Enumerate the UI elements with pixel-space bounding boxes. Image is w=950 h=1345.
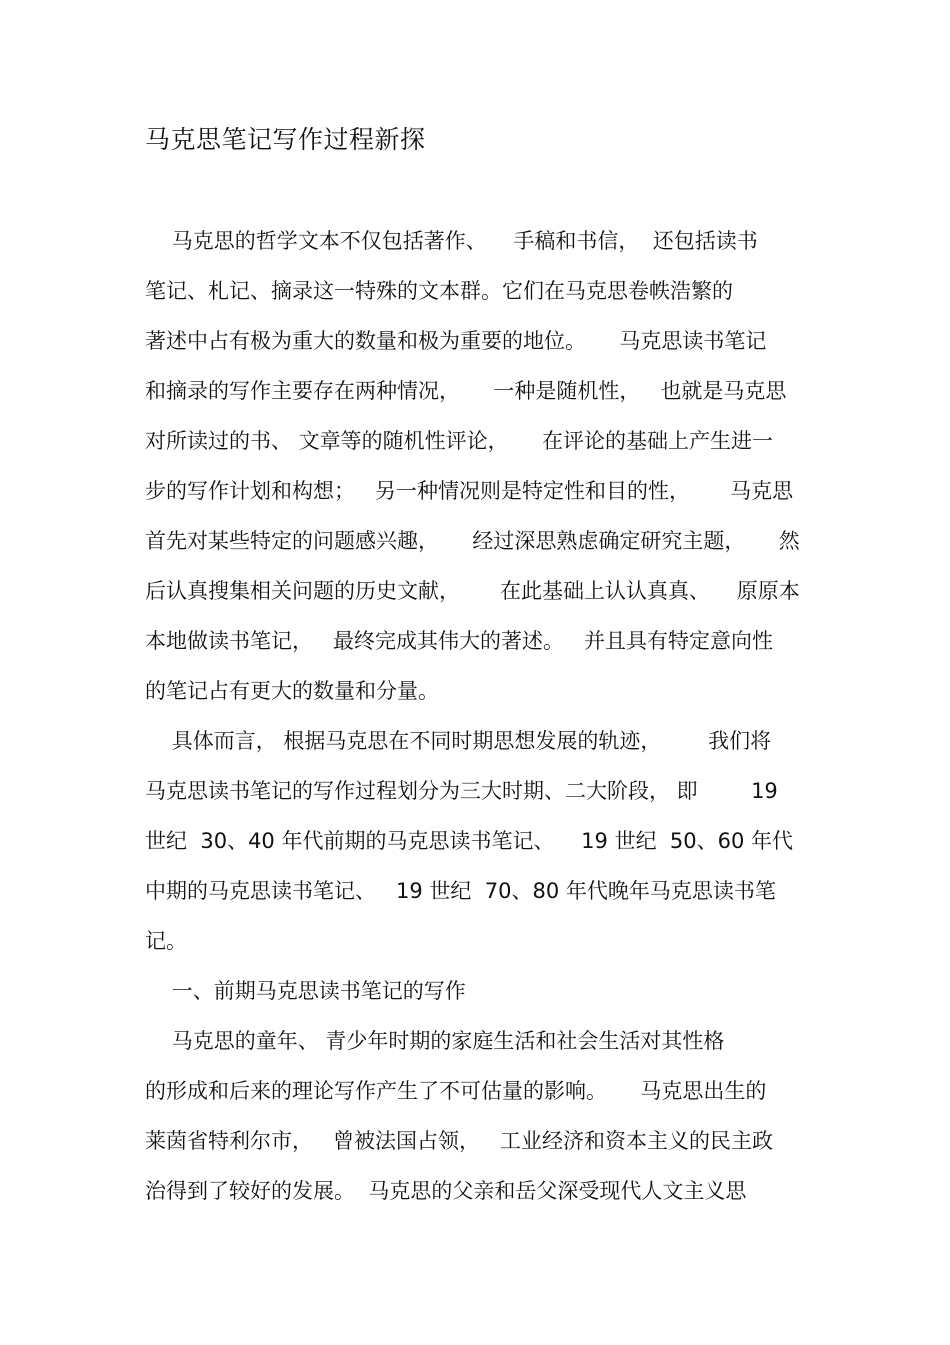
body-line: 对所读过的书、 文章等的随机性评论， 在评论的基础上产生进一: [145, 429, 774, 453]
body-line: 的笔记占有更大的数量和分量。: [145, 679, 439, 703]
section-heading: 一、前期马克思读书笔记的写作: [145, 979, 466, 1003]
body-line: 的形成和后来的理论写作产生了不可估量的影响。 马克思出生的: [145, 1079, 767, 1103]
body-line: 步的写作计划和构想； 另一种情况则是特定性和目的性， 马克思: [145, 479, 794, 503]
body-line: 首先对某些特定的问题感兴趣， 经过深思熟虑确定研究主题， 然: [145, 529, 800, 553]
body-line: 记。: [145, 929, 187, 953]
body-line: 马克思的童年、 青少年时期的家庭生活和社会生活对其性格: [145, 1029, 725, 1053]
body-line: 马克思读书笔记的写作过程划分为三大时期、二大阶段， 即 19: [145, 779, 778, 803]
body-line: 世纪 30、40 年代前期的马克思读书笔记、 19 世纪 50、60 年代: [145, 829, 794, 853]
body-line: 中期的马克思读书笔记、 19 世纪 70、80 年代晚年马克思读书笔: [145, 879, 776, 903]
body-line: 笔记、札记、摘录这一特殊的文本群。它们在马克思卷帙浩繁的: [145, 279, 733, 303]
body-line: 和摘录的写作主要存在两种情况， 一种是随机性， 也就是马克思: [145, 379, 787, 403]
body-line: 莱茵省特利尔市， 曾被法国占领， 工业经济和资本主义的民主政: [145, 1129, 774, 1153]
body-line: 著述中占有极为重大的数量和极为重要的地位。 马克思读书笔记: [145, 329, 767, 353]
body-line: 本地做读书笔记， 最终完成其伟大的著述。 并且具有特定意向性: [145, 629, 774, 653]
body-line: 后认真搜集相关问题的历史文献， 在此基础上认认真真、 原原本: [145, 579, 800, 603]
body-line: 马克思的哲学文本不仅包括著作、 手稿和书信， 还包括读书: [145, 229, 758, 253]
document-title: 马克思笔记写作过程新探: [145, 125, 426, 154]
body-line: 具体而言， 根据马克思在不同时期思想发展的轨迹， 我们将: [145, 729, 772, 753]
body-line: 治得到了较好的发展。 马克思的父亲和岳父深受现代人文主义思: [145, 1179, 747, 1203]
